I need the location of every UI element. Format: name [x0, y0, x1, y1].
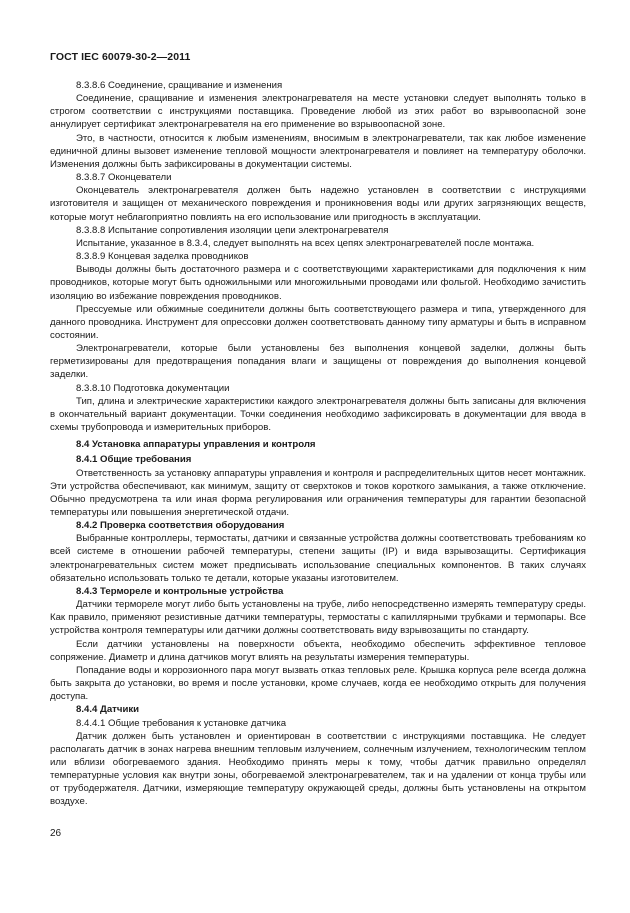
subsection-heading: 8.3.8.7 Оконцеватели [76, 172, 172, 184]
body-paragraph: Испытание, указанное в 8.3.4, следует выполнять на всех цепях электронагревателей после монтажа. [76, 237, 535, 249]
section-heading: 8.4.2 Проверка соответствия оборудования [76, 520, 285, 532]
body-paragraph: Если датчики установлены на поверхности объекта, необходимо обеспечить эффективное тепловое сопряжение. Диаметр и длина датчиков могут влиять на результаты измерения температуры. [50, 638, 586, 663]
subsection-heading: 8.4.4.1 Общие требования к установке датчика [76, 717, 287, 729]
document-body [50, 79, 586, 809]
page-number: 26 [50, 828, 62, 839]
body-paragraph: Ответственность за установку аппаратуры управления и контроля и распределительных щитов несет монтажник. Эти устройства обеспечивают, как минимум, защиту от сверхтоков и токов короткого замыкания, а также отключение. Обычно предусмотрена та или иная форма регулирования или ограничения температуры для гарантии безопасной температуры или повышения энергетической отдачи. [50, 467, 586, 518]
body-paragraph: Датчик должен быть установлен и ориентирован в соответствии с инструкциями поставщика. Не следует располагать датчик в зонах нагрева внешним тепловым излучением, солнечным излучением, технологическим теплом или вблизи обогреваемого здания. Необходимо принять меры к тому, чтобы датчик правильно определял температурные условия как внутри зоны, обогреваемой электронагревателем, так и на удалении от конца трубы или от трубодержателя. Датчики, измеряющие температуру окружающей среды, должны быть установлены на открытом воздухе. [50, 730, 586, 808]
subsection-heading: 8.3.8.10 Подготовка документации [76, 382, 230, 394]
body-paragraph: Электронагреватели, которые были установлены без выполнения концевой заделки, должны быть герметизированы для предотвращения попадания влаги и защищены от повреждения до выполнения концевой заделки. [50, 343, 586, 381]
body-paragraph: Соединение, сращивание и изменения электронагревателя на месте установки следует выполнять только в строгом соответствии с инструкциями поставщика. Проведение любой из этих работ во взрывоопасной зоне аннулирует сертификат электронагревателя на его применение во взрывоопасной зоне. [50, 93, 586, 131]
document-header: ГОСТ IEC 60079-30-2—2011 [50, 51, 191, 63]
body-paragraph: Выбранные контроллеры, термостаты, датчики и связанные устройства должны соответствовать требованиям ко всей системе в отношении рабочей температуры, степени защиты (IP) и вида взрывозащиты. Сертификация электронагревательных систем может предписывать использование специальных компонентов. В таких случаях обязательно использовать только те детали, которые указаны изготовителем. [50, 533, 586, 584]
section-heading: 8.4.4 Датчики [76, 704, 140, 716]
section-heading: 8.4 Установка аппаратуры управления и контроля [76, 439, 316, 451]
body-paragraph: Выводы должны быть достаточного размера и с соответствующими характеристиками для подключения к ним проводников, которые могут быть одножильными или многожильными проводами или фольгой. Необходимо зачистить изоляцию во избежание повреждения проводников. [50, 264, 586, 302]
body-paragraph: Прессуемые или обжимные соединители должны быть соответствующего размера и типа, утвержденного для данного проводника. Инструмент для опрессовки должен соответствовать данному типу арматуры и быть в исправном состоянии. [50, 303, 586, 341]
section-heading: 8.4.1 Общие требования [76, 454, 192, 466]
body-paragraph: Это, в частности, относится к любым изменениям, вносимым в электронагреватели, так как любое изменение единичной длины вызовет изменение тепловой мощности электронагревателя и повлияет на температуру оболочки. Изменения должны быть зафиксированы в документации системы. [50, 132, 586, 170]
section-heading: 8.4.3 Термореле и контрольные устройства [76, 585, 284, 597]
body-paragraph: Датчики термореле могут либо быть установлены на трубе, либо непосредственно измерять температуру среды. Как правило, применяют резистивные датчики температуры, термостаты с капиллярными трубками и термопары. Все устройства контроля температуры или датчики должны соответствовать виду взрывозащиты по стандарту. [50, 599, 586, 637]
subsection-heading: 8.3.8.9 Концевая заделка проводников [76, 251, 249, 263]
body-paragraph: Оконцеватель электронагревателя должен быть надежно установлен в соответствии с инструкциями изготовителя и защищен от механического повреждения и проникновения воды или других загрязняющих веществ, которые могут неблагоприятно повлиять на его использование или пригодность в эксплуатации. [50, 185, 586, 223]
body-paragraph: Попадание воды и коррозионного пара могут вызвать отказ тепловых реле. Крышка корпуса реле всегда должна быть закрыта до установки, во время и после установки, кроме случаев, когда ее необходимо открыть для получения доступа. [50, 664, 586, 703]
body-paragraph: Тип, длина и электрические характеристики каждого электронагревателя должны быть записаны для включения в окончательный вариант документации. Точки соединения необходимо зафиксировать в документации для ввода в схемы трубопровода и измерительных приборов. [50, 395, 586, 434]
subsection-heading: 8.3.8.8 Испытание сопротивления изоляции цепи электронагревателя [76, 224, 389, 236]
subsection-heading: 8.3.8.6 Соединение, сращивание и изменения [76, 80, 283, 91]
